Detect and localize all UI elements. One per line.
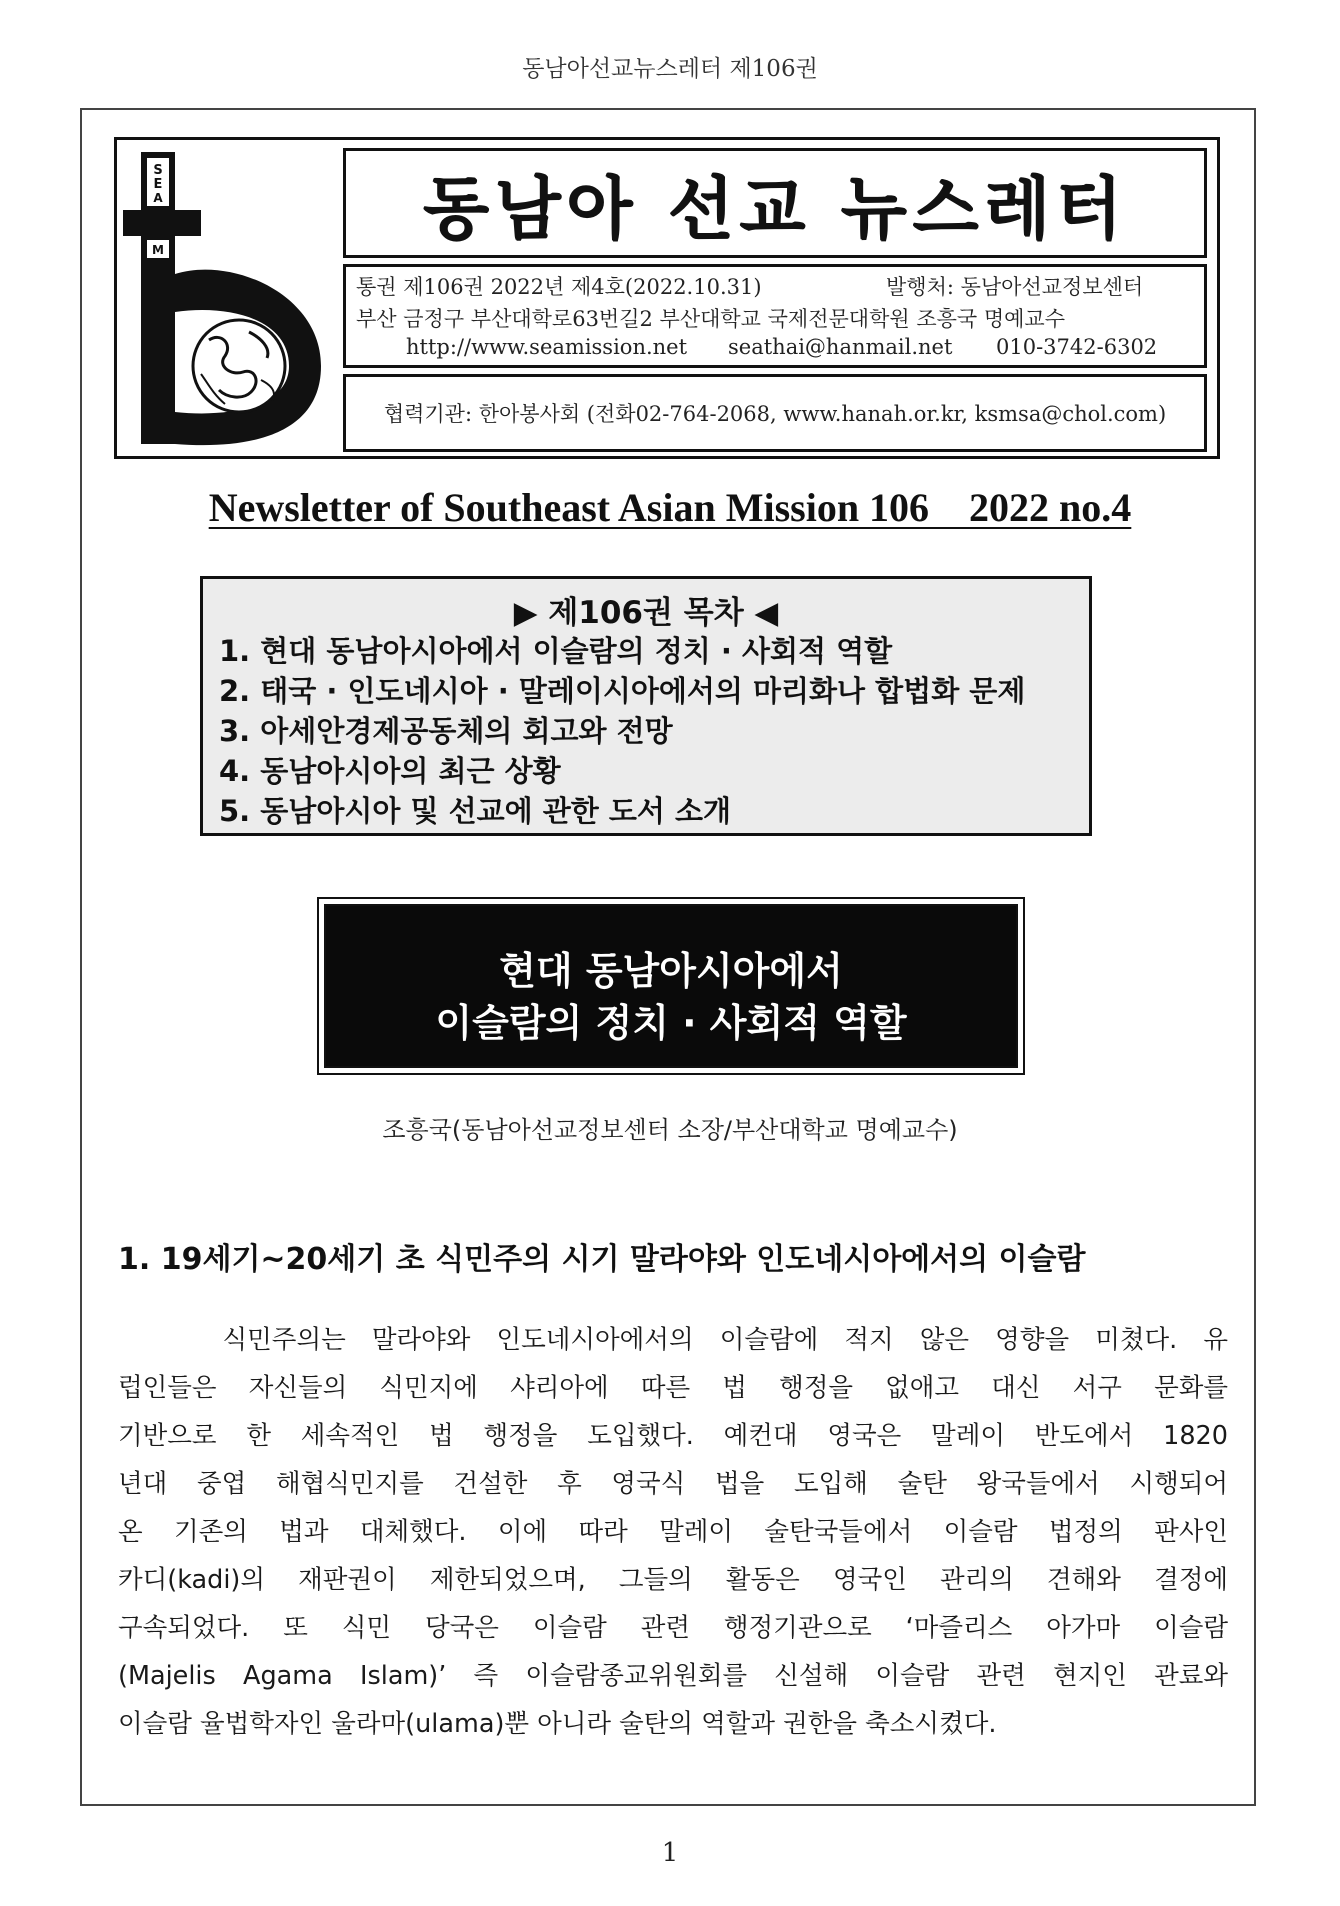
article-title-line-1: 현대 동남아시아에서 bbox=[499, 949, 843, 993]
body-line: 럽인들은 자신들의 식민지에 샤리아에 따른 법 행정을 없애고 대신 서구 문화를 bbox=[118, 1373, 1228, 1403]
toc-item[interactable]: 3. 아세안경제공동체의 회고와 전망 bbox=[219, 714, 673, 748]
newsletter-title: 동남아 선교 뉴스레터 bbox=[422, 169, 1128, 249]
body-line: 년대 중엽 해협식민지를 건설한 후 영국식 법을 도입해 술탄 왕국들에서 시행되어 bbox=[118, 1469, 1228, 1499]
english-title: Newsletter of Southeast Asian Mission 106 2022 no.4 bbox=[208, 485, 1132, 530]
info-box bbox=[343, 264, 1207, 368]
cooperation-box bbox=[343, 374, 1207, 452]
cooperation-info: 협력기관: 한아봉사회 (전화02-764-2068, www.hanah.or.kr, ksmsa@chol.com) bbox=[383, 402, 1167, 426]
svg-text:E: E bbox=[153, 177, 163, 192]
toc-item[interactable]: 2. 태국 · 인도네시아 · 말레이시아에서의 마리화나 합법화 문제 bbox=[219, 674, 1026, 708]
page-number: 1 bbox=[661, 1838, 679, 1868]
body-line: 이슬람 율법학자인 울라마(ulama)뿐 아니라 술탄의 역할과 권한을 축소시켰다. bbox=[118, 1709, 997, 1739]
email-link[interactable]: seathai@hanmail.net bbox=[728, 335, 953, 359]
toc-item[interactable]: 5. 동남아시아 및 선교에 관한 도서 소개 bbox=[219, 794, 731, 828]
body-line: 카디(kadi)의 재판권이 제한되었으며, 그들의 활동은 영국인 관리의 견해와 결정에 bbox=[118, 1565, 1228, 1595]
article-author: 조흥국(동남아선교정보센터 소장/부산대학교 명예교수) bbox=[382, 1116, 958, 1144]
article-title-line-2: 이슬람의 정치 · 사회적 역할 bbox=[435, 1001, 907, 1045]
body-paragraph bbox=[118, 1316, 1228, 1748]
masthead bbox=[114, 137, 1220, 459]
publisher-info: 발행처: 동남아선교정보센터 bbox=[886, 275, 1144, 299]
title-box bbox=[343, 148, 1207, 258]
toc-item[interactable]: 4. 동남아시아의 최근 상황 bbox=[219, 754, 561, 788]
body-line: 식민주의는 말라야와 인도네시아에서의 이슬람에 적지 않은 영향을 미쳤다. 유 bbox=[118, 1325, 1228, 1355]
logo-letters: S bbox=[153, 163, 163, 178]
website-link[interactable]: http://www.seamission.net bbox=[406, 335, 688, 359]
svg-text:A: A bbox=[153, 191, 163, 205]
article-title-box bbox=[324, 904, 1018, 1068]
cross-globe-logo-icon bbox=[121, 144, 339, 454]
address-info: 부산 금정구 부산대학로63번길2 부산대학교 국제전문대학원 조흥국 명예교수 bbox=[356, 307, 1065, 331]
table-of-contents bbox=[200, 576, 1092, 836]
section-heading: 1. 19세기~20세기 초 식민주의 시기 말라야와 인도네시아에서의 이슬람 bbox=[118, 1242, 1086, 1277]
running-head: 동남아선교뉴스레터 제106권 bbox=[522, 56, 818, 82]
toc-item[interactable]: 1. 현대 동남아시아에서 이슬람의 정치 · 사회적 역할 bbox=[219, 634, 893, 668]
svg-text:M: M bbox=[152, 243, 164, 257]
logo bbox=[121, 144, 339, 454]
body-line: (Majelis Agama Islam)’ 즉 이슬람종교위원회를 신설해 이슬람 관련 현지인 관료와 bbox=[118, 1661, 1228, 1691]
body-line: 온 기존의 법과 대체했다. 이에 따라 말레이 술탄국들에서 이슬람 법정의 판사인 bbox=[118, 1517, 1228, 1547]
phone-number: 010-3742-6302 bbox=[996, 335, 1158, 359]
body-line: 구속되었다. 또 식민 당국은 이슬람 관련 행정기관으로 ‘마즐리스 아가마 이슬람 bbox=[118, 1613, 1228, 1643]
issue-info: 통권 제106권 2022년 제4호(2022.10.31) bbox=[356, 275, 762, 299]
toc-heading: ▶ 제106권 목차 ◀ bbox=[513, 595, 779, 631]
body-line: 기반으로 한 세속적인 법 행정을 도입했다. 예컨대 영국은 말레이 반도에서 1820 bbox=[118, 1421, 1228, 1451]
